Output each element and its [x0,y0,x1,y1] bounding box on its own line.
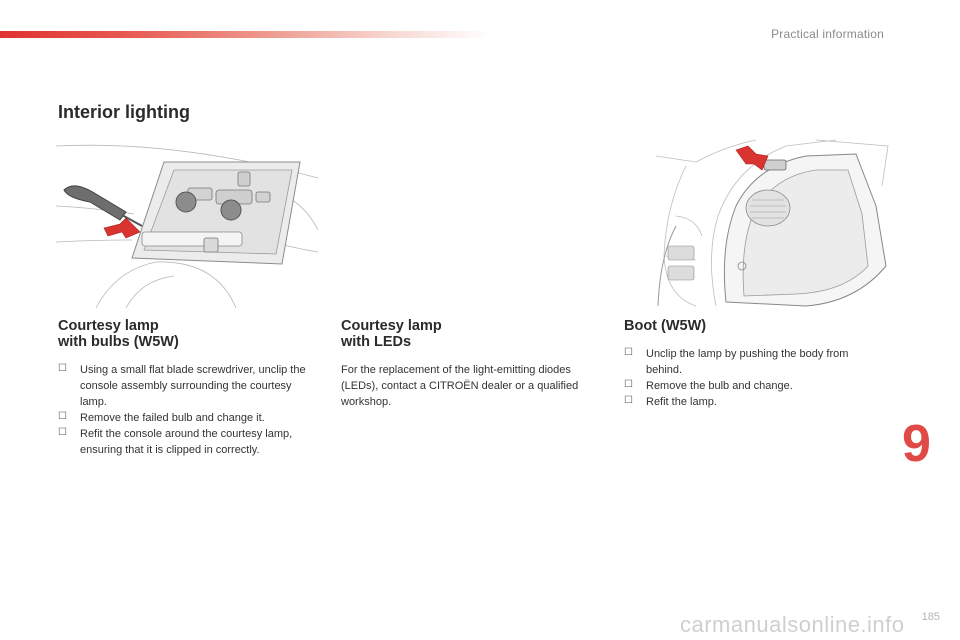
step-item: ☐ Refit the lamp. [624,394,886,410]
column-boot [624,318,886,410]
section-heading: Courtesy lamp with LEDs [341,318,442,350]
boot-lamp-illustration [656,126,890,308]
column-bulbs [58,318,320,458]
chapter-number: 9 [902,415,931,473]
step-item: ☐ Using a small flat blade screwdriver, unclip the console assembly surrounding the courtesy lamp. [58,362,320,410]
page-number: 185 [921,611,940,623]
step-item: ☐ Remove the bulb and change. [624,378,886,394]
section-heading: Boot (W5W) [624,318,707,334]
section-paragraph: For the replacement of the light-emitting diodes (LEDs), contact a CITROËN dealer or a qualified workshop. [341,364,579,408]
step-list [624,346,886,410]
column-leds [341,318,603,410]
header-accent-bar [0,31,490,38]
page-title: Interior lighting [58,102,190,122]
step-item: ☐ Remove the failed bulb and change it. [58,410,320,426]
step-list [58,362,320,458]
step-item: ☐ Refit the console around the courtesy lamp, ensuring that it is clipped in correctly. [58,426,320,458]
watermark: carmanualsonline.info [680,612,905,637]
section-heading: Courtesy lamp with bulbs (W5W) [58,318,179,350]
courtesy-lamp-illustration [56,140,320,308]
step-item: ☐ Unclip the lamp by pushing the body from behind. [624,346,886,378]
section-label: Practical information [771,27,884,41]
